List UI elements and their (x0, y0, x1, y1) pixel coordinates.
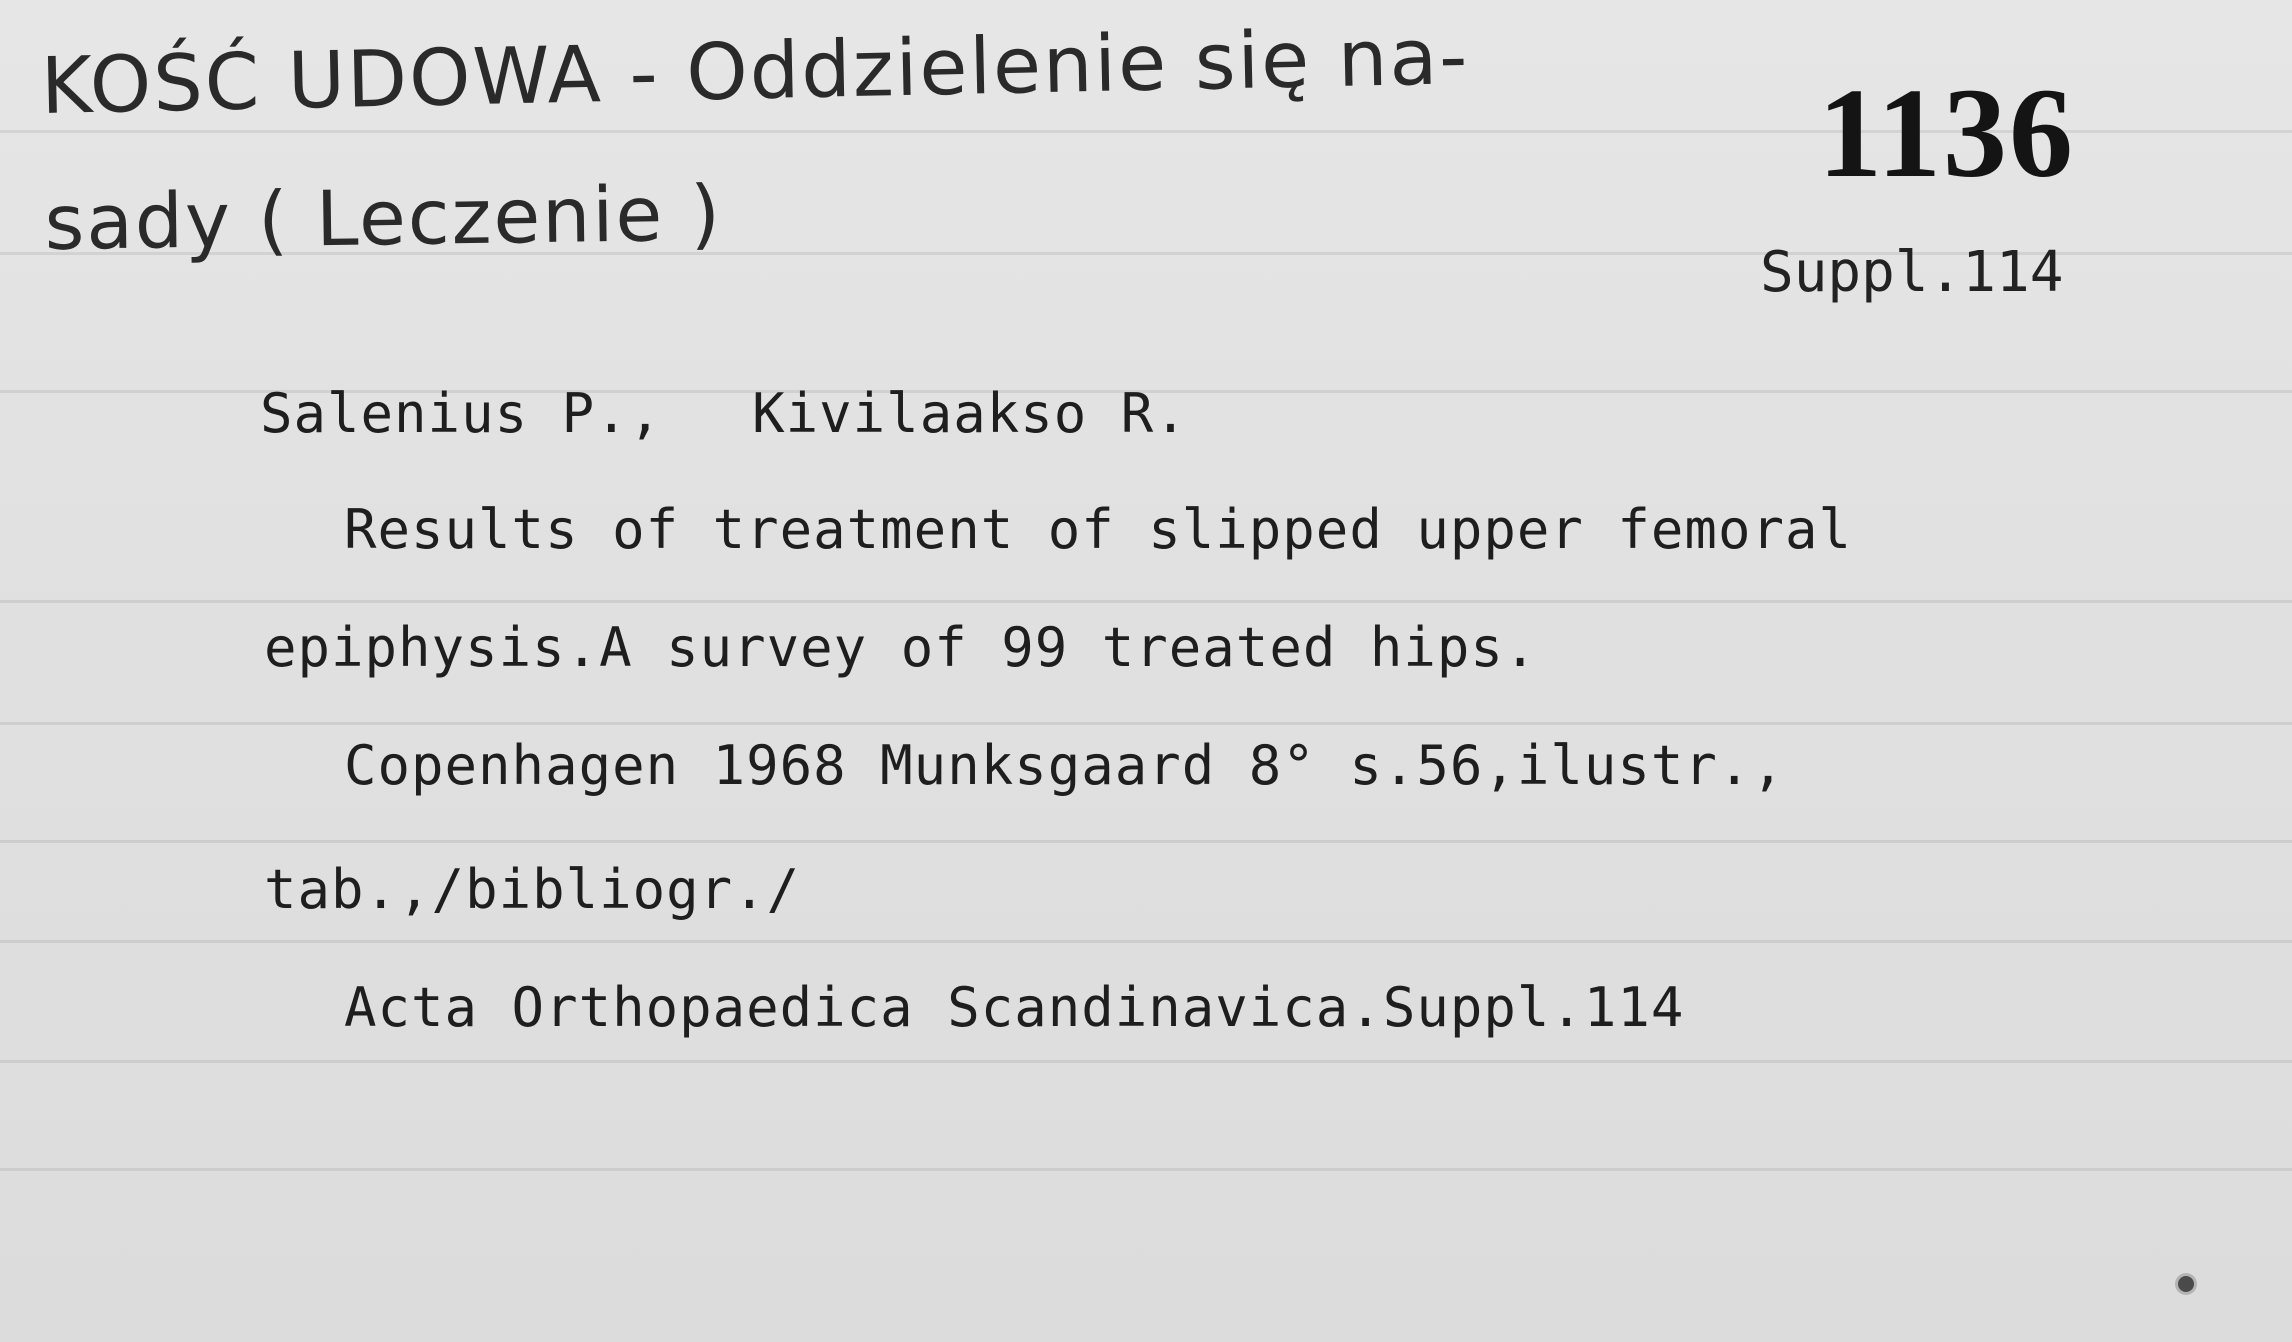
ruled-line (0, 840, 2292, 843)
ruled-line (0, 940, 2292, 943)
ruled-line (0, 1060, 2292, 1063)
ruled-line (0, 1168, 2292, 1171)
supplement-number: Suppl.114 (1760, 240, 2064, 305)
series-line: Acta Orthopaedica Scandinavica.Suppl.114 (344, 976, 1685, 1039)
author-first: Salenius P., (260, 382, 663, 445)
title-line-2: epiphysis.A survey of 99 treated hips. (264, 616, 1538, 679)
authors-line (260, 382, 1188, 445)
ruled-line (0, 722, 2292, 725)
imprint-line-1: Copenhagen 1968 Munksgaard 8° s.56,ilustr., (344, 734, 1785, 797)
punch-hole-dot (2178, 1276, 2194, 1292)
subject-heading-line-2: sady ( Leczenie ) (44, 168, 723, 267)
subject-heading-line-1: KOŚĆ UDOWA - Oddzielenie się na- (40, 12, 1471, 132)
ruled-line (0, 600, 2292, 603)
title-line-1: Results of treatment of slipped upper femoral (344, 498, 1852, 561)
imprint-line-2: tab.,/bibliogr./ (264, 858, 801, 921)
author-second: Kivilaakso R. (752, 382, 1188, 445)
call-number: 1136 (1818, 62, 2075, 204)
